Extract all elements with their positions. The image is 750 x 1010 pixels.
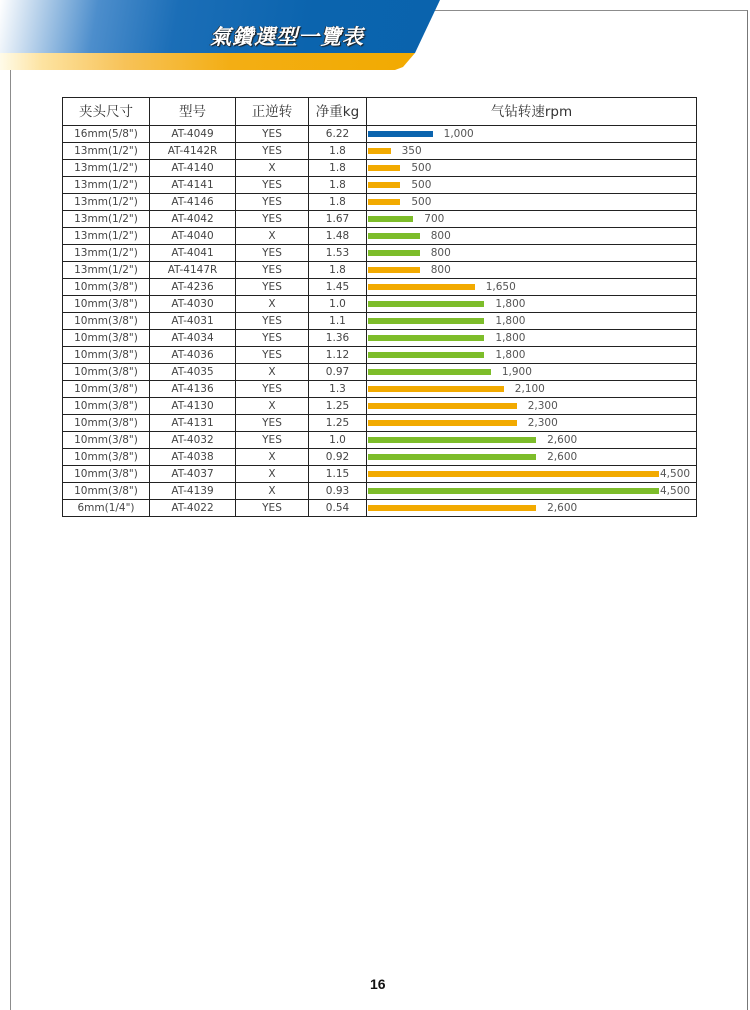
rpm-cell: [367, 415, 697, 432]
table-header-row: [63, 98, 697, 126]
model-cell: AT-4031: [150, 313, 236, 330]
rpm-bar: [368, 131, 433, 137]
chuck-size-cell: 10mm(3/8"): [63, 347, 150, 364]
chuck-size-cell: 10mm(3/8"): [63, 279, 150, 296]
table-row: [63, 466, 697, 483]
model-cell: AT-4049: [150, 126, 236, 143]
col-header-chuck-size: 夹头尺寸: [63, 98, 150, 126]
rpm-cell: [367, 279, 697, 296]
rpm-label: 2,600: [547, 502, 578, 514]
chuck-size-cell: 13mm(1/2"): [63, 160, 150, 177]
rpm-bar: [368, 454, 536, 460]
rpm-label: 500: [411, 179, 432, 191]
rpm-label: 700: [424, 213, 445, 225]
rpm-bar: [368, 505, 536, 511]
rpm-bar: [368, 148, 391, 154]
weight-cell: 1.8: [309, 194, 367, 211]
rpm-bar: [368, 318, 484, 324]
rpm-label: 2,100: [514, 383, 545, 395]
model-cell: AT-4042: [150, 211, 236, 228]
chuck-size-cell: 13mm(1/2"): [63, 245, 150, 262]
table-row: [63, 296, 697, 313]
reversible-cell: X: [236, 160, 309, 177]
weight-cell: 1.15: [309, 466, 367, 483]
rpm-label: 800: [430, 247, 451, 259]
reversible-cell: YES: [236, 500, 309, 517]
model-cell: AT-4147R: [150, 262, 236, 279]
table-row: [63, 330, 697, 347]
reversible-cell: YES: [236, 211, 309, 228]
chuck-size-cell: 13mm(1/2"): [63, 143, 150, 160]
rpm-label: 500: [411, 162, 432, 174]
model-cell: AT-4141: [150, 177, 236, 194]
weight-cell: 1.12: [309, 347, 367, 364]
chuck-size-cell: 6mm(1/4"): [63, 500, 150, 517]
reversible-cell: X: [236, 483, 309, 500]
chuck-size-cell: 16mm(5/8"): [63, 126, 150, 143]
table-row: [63, 347, 697, 364]
chuck-size-cell: 10mm(3/8"): [63, 364, 150, 381]
rpm-cell: [367, 262, 697, 279]
reversible-cell: YES: [236, 279, 309, 296]
weight-cell: 0.97: [309, 364, 367, 381]
rpm-bar: [368, 471, 659, 477]
weight-cell: 1.48: [309, 228, 367, 245]
reversible-cell: YES: [236, 432, 309, 449]
weight-cell: 1.36: [309, 330, 367, 347]
table-row: [63, 160, 697, 177]
weight-cell: 0.92: [309, 449, 367, 466]
chuck-size-cell: 13mm(1/2"): [63, 262, 150, 279]
rpm-label: 4,500: [660, 468, 691, 480]
rpm-label: 1,800: [495, 315, 526, 327]
weight-cell: 0.93: [309, 483, 367, 500]
model-cell: AT-4136: [150, 381, 236, 398]
table-row: [63, 279, 697, 296]
rpm-cell: [367, 313, 697, 330]
rpm-cell: [367, 211, 697, 228]
rpm-cell: [367, 398, 697, 415]
reversible-cell: YES: [236, 381, 309, 398]
model-cell: AT-4130: [150, 398, 236, 415]
banner-orange-stripe: [0, 53, 420, 70]
model-cell: AT-4140: [150, 160, 236, 177]
model-cell: AT-4040: [150, 228, 236, 245]
table-row: [63, 228, 697, 245]
rpm-label: 500: [411, 196, 432, 208]
rpm-bar: [368, 488, 659, 494]
rpm-bar: [368, 403, 517, 409]
rpm-cell: [367, 126, 697, 143]
rpm-label: 1,650: [485, 281, 516, 293]
rpm-cell: [367, 296, 697, 313]
table-row: [63, 245, 697, 262]
model-cell: AT-4038: [150, 449, 236, 466]
rpm-cell: [367, 245, 697, 262]
reversible-cell: YES: [236, 143, 309, 160]
rpm-label: 1,800: [495, 349, 526, 361]
reversible-cell: YES: [236, 245, 309, 262]
table-row: [63, 262, 697, 279]
weight-cell: 1.67: [309, 211, 367, 228]
rpm-bar: [368, 267, 420, 273]
weight-cell: 1.3: [309, 381, 367, 398]
table-row: [63, 313, 697, 330]
weight-cell: 1.1: [309, 313, 367, 330]
reversible-cell: YES: [236, 330, 309, 347]
chuck-size-cell: 10mm(3/8"): [63, 449, 150, 466]
rpm-cell: [367, 500, 697, 517]
model-cell: AT-4032: [150, 432, 236, 449]
rpm-cell: [367, 160, 697, 177]
rpm-bar: [368, 233, 420, 239]
model-cell: AT-4022: [150, 500, 236, 517]
weight-cell: 1.0: [309, 296, 367, 313]
reversible-cell: YES: [236, 126, 309, 143]
rpm-bar: [368, 182, 400, 188]
weight-cell: 1.0: [309, 432, 367, 449]
chuck-size-cell: 13mm(1/2"): [63, 228, 150, 245]
rpm-label: 1,800: [495, 298, 526, 310]
table-row: [63, 415, 697, 432]
rpm-label: 4,500: [660, 485, 691, 497]
col-header-reversible: 正逆转: [236, 98, 309, 126]
weight-cell: 1.8: [309, 143, 367, 160]
reversible-cell: YES: [236, 415, 309, 432]
chuck-size-cell: 10mm(3/8"): [63, 296, 150, 313]
chuck-size-cell: 10mm(3/8"): [63, 330, 150, 347]
rpm-cell: [367, 449, 697, 466]
rpm-label: 2,600: [547, 434, 578, 446]
rpm-label: 1,000: [443, 128, 474, 140]
reversible-cell: X: [236, 364, 309, 381]
model-cell: AT-4035: [150, 364, 236, 381]
reversible-cell: YES: [236, 177, 309, 194]
rpm-bar: [368, 199, 400, 205]
weight-cell: 1.45: [309, 279, 367, 296]
reversible-cell: YES: [236, 347, 309, 364]
table-row: [63, 211, 697, 228]
model-cell: AT-4236: [150, 279, 236, 296]
table-row: [63, 143, 697, 160]
reversible-cell: YES: [236, 262, 309, 279]
reversible-cell: X: [236, 296, 309, 313]
header-banner: [0, 0, 440, 72]
chuck-size-cell: 10mm(3/8"): [63, 313, 150, 330]
rpm-label: 800: [430, 230, 451, 242]
model-cell: AT-4041: [150, 245, 236, 262]
table-row: [63, 177, 697, 194]
model-cell: AT-4030: [150, 296, 236, 313]
rpm-label: 1,800: [495, 332, 526, 344]
rpm-label: 350: [401, 145, 422, 157]
rpm-cell: [367, 330, 697, 347]
chuck-size-cell: 10mm(3/8"): [63, 432, 150, 449]
model-cell: AT-4036: [150, 347, 236, 364]
page-number: 16: [370, 976, 386, 992]
chuck-size-cell: 13mm(1/2"): [63, 194, 150, 211]
rpm-cell: [367, 347, 697, 364]
weight-cell: 1.8: [309, 177, 367, 194]
table-row: [63, 500, 697, 517]
table-row: [63, 126, 697, 143]
col-header-weight: 净重kg: [309, 98, 367, 126]
rpm-cell: [367, 364, 697, 381]
rpm-label: 2,600: [547, 451, 578, 463]
table-row: [63, 398, 697, 415]
rpm-bar: [368, 369, 491, 375]
reversible-cell: X: [236, 449, 309, 466]
chuck-size-cell: 10mm(3/8"): [63, 381, 150, 398]
rpm-cell: [367, 381, 697, 398]
rpm-bar: [368, 352, 484, 358]
model-cell: AT-4142R: [150, 143, 236, 160]
model-cell: AT-4139: [150, 483, 236, 500]
rpm-bar: [368, 216, 413, 222]
rpm-bar: [368, 386, 504, 392]
rpm-bar: [368, 284, 475, 290]
chuck-size-cell: 10mm(3/8"): [63, 398, 150, 415]
rpm-bar: [368, 301, 484, 307]
rpm-label: 800: [430, 264, 451, 276]
weight-cell: 1.8: [309, 160, 367, 177]
table-row: [63, 483, 697, 500]
weight-cell: 1.53: [309, 245, 367, 262]
model-cell: AT-4146: [150, 194, 236, 211]
model-cell: AT-4034: [150, 330, 236, 347]
model-cell: AT-4131: [150, 415, 236, 432]
rpm-label: 2,300: [527, 400, 558, 412]
rpm-cell: [367, 194, 697, 211]
rpm-cell: [367, 228, 697, 245]
table-row: [63, 449, 697, 466]
reversible-cell: X: [236, 398, 309, 415]
chuck-size-cell: 13mm(1/2"): [63, 211, 150, 228]
table-row: [63, 432, 697, 449]
chuck-size-cell: 10mm(3/8"): [63, 466, 150, 483]
rpm-bar: [368, 437, 536, 443]
chuck-size-cell: 10mm(3/8"): [63, 483, 150, 500]
rpm-bar: [368, 165, 400, 171]
rpm-cell: [367, 432, 697, 449]
rpm-label: 1,900: [501, 366, 532, 378]
table-row: [63, 364, 697, 381]
rpm-bar: [368, 250, 420, 256]
rpm-bar: [368, 420, 517, 426]
col-header-rpm: 气钻转速rpm: [367, 98, 697, 126]
weight-cell: 1.25: [309, 415, 367, 432]
weight-cell: 0.54: [309, 500, 367, 517]
col-header-model: 型号: [150, 98, 236, 126]
rpm-cell: [367, 143, 697, 160]
rpm-cell: [367, 466, 697, 483]
weight-cell: 6.22: [309, 126, 367, 143]
table-row: [63, 381, 697, 398]
page-title: 氣鑽選型一覽表: [210, 25, 364, 49]
weight-cell: 1.8: [309, 262, 367, 279]
chuck-size-cell: 10mm(3/8"): [63, 415, 150, 432]
rpm-cell: [367, 177, 697, 194]
model-cell: AT-4037: [150, 466, 236, 483]
rpm-bar: [368, 335, 484, 341]
rpm-label: 2,300: [527, 417, 558, 429]
weight-cell: 1.25: [309, 398, 367, 415]
table-row: [63, 194, 697, 211]
chuck-size-cell: 13mm(1/2"): [63, 177, 150, 194]
rpm-cell: [367, 483, 697, 500]
reversible-cell: X: [236, 228, 309, 245]
reversible-cell: YES: [236, 313, 309, 330]
reversible-cell: X: [236, 466, 309, 483]
reversible-cell: YES: [236, 194, 309, 211]
drill-spec-table: [62, 97, 697, 517]
